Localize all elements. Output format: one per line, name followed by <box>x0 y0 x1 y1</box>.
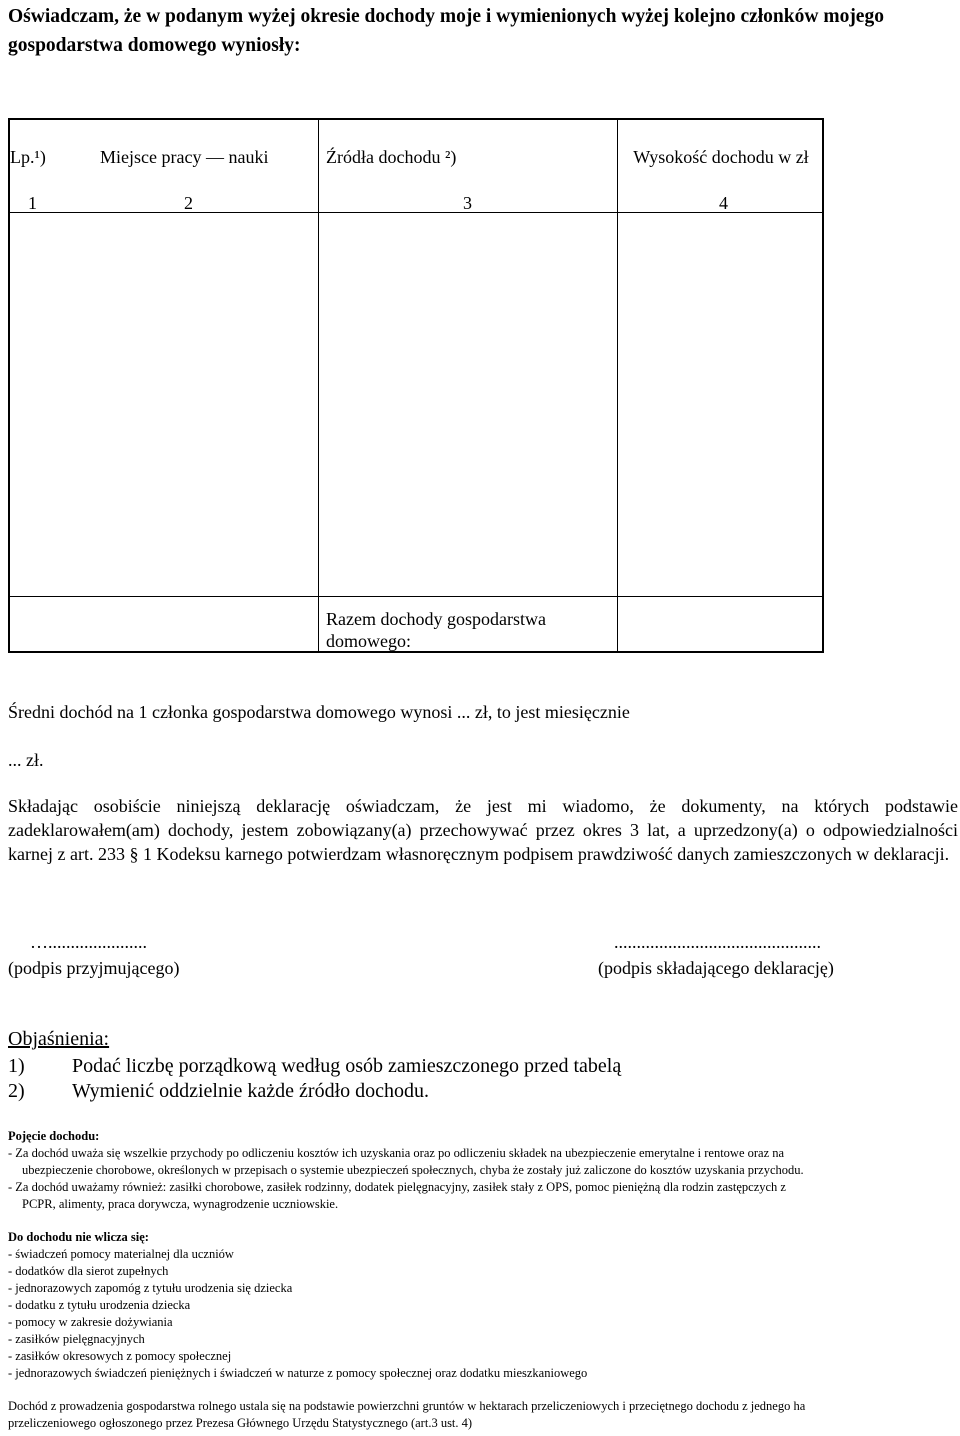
explanation-item <box>8 1054 948 1079</box>
column-number: 1 <box>28 193 37 213</box>
total-label: Razem dochody gospodarstwa domowego: <box>326 609 546 651</box>
farm-income-text: Dochód z prowadzenia gospodarstwa rolnego ustala się na podstawie powierzchni gruntów w hektarach przeliczeniowych i przeciętnego dochodu z jednego ha <box>8 1399 806 1413</box>
excluded-income-section <box>8 1229 953 1382</box>
column-number: 3 <box>463 193 472 213</box>
income-table <box>8 118 824 653</box>
signature-line-receiver: …...................... <box>30 932 147 952</box>
income-concept-text: PCPR, alimenty, praca dorywcza, wynagrodzenie uczniowskie. <box>22 1197 339 1211</box>
header-income-amount: Wysokość dochodu w zł <box>633 147 809 167</box>
signature-label-declarant: (podpis składającego deklarację) <box>598 958 834 978</box>
row-divider <box>10 596 822 597</box>
excluded-item: - dodatków dla sierot zupełnych <box>8 1264 169 1278</box>
income-concept-section <box>8 1128 953 1213</box>
income-entries-area[interactable] <box>10 213 822 595</box>
declaration-paragraph: Składając osobiście niniejszą deklarację oświadczam, że jest mi wiadomo, że dokumenty, na których podstawie zadeklarowałem(am) dochody, jestem zobowiązany(a) przechowywać przez okres 3 lat, a uprzedzony(a) o odpowiedzialności karnej z art. 233 § 1 Kodeksu karnego potwierdzam własnoręcznym podpisem prawdziwość danych zamieszczonych w deklaracji. <box>8 796 958 864</box>
total-value-cell[interactable] <box>619 598 822 651</box>
explanation-text: Podać liczbę porządkową według osób zamieszczonego przed tabelą <box>72 1055 622 1077</box>
explanation-text: Wymienić oddzielnie każde źródło dochodu. <box>72 1080 430 1102</box>
average-income-line: Średni dochód na 1 członka gospodarstwa domowego wynosi ... zł, to jest miesięcznie <box>8 702 630 722</box>
column-number: 2 <box>184 193 193 213</box>
excluded-item: - dodatku z tytułu urodzenia dziecka <box>8 1298 191 1312</box>
income-concept-text: ubezpieczenie chorobowe, określonych w przepisach o systemie ubezpieczeń społecznych, chyba że zostały już zaliczone do kosztów uzyskania przychodu. <box>22 1163 804 1177</box>
excluded-item: - jednorazowych zapomóg z tytułu urodzenia się dziecka <box>8 1281 293 1295</box>
excluded-item: - zasiłków pielęgnacyjnych <box>8 1332 145 1346</box>
declaration-heading: Oświadczam, że w podanym wyżej okresie dochody moje i wymienionych wyżej kolejno członków mojego gospodarstwa domowego wyniosły: <box>8 6 884 56</box>
signature-line-declarant: .............................................. <box>614 932 821 952</box>
excluded-title: Do dochodu nie wlicza się: <box>8 1230 149 1244</box>
income-concept-text: - Za dochód uważa się wszelkie przychody po odliczeniu kosztów ich uzyskania oraz po odliczeniu składek na ubezpieczenie emerytalne i rentowe oraz na <box>8 1146 785 1160</box>
column-number: 4 <box>719 193 728 213</box>
farm-income-note <box>8 1398 953 1432</box>
farm-income-text: przeliczeniowego ogłoszonego przez Prezesa Głównego Urzędu Statystycznego (art.3 ust. 4) <box>8 1416 473 1430</box>
explanation-number: 1) <box>8 1055 25 1077</box>
header-lp: Lp.¹) <box>10 147 46 167</box>
excluded-item: - zasiłków okresowych z pomocy społecznej <box>8 1349 232 1363</box>
excluded-item: - pomocy w zakresie dożywiania <box>8 1315 173 1329</box>
header-income-source: Źródła dochodu ²) <box>326 147 457 167</box>
excluded-item: - świadczeń pomocy materialnej dla uczniów <box>8 1247 234 1261</box>
explanation-item <box>8 1079 948 1104</box>
income-concept-title: Pojęcie dochodu: <box>8 1129 100 1143</box>
average-income-monthly: ... zł. <box>8 750 44 770</box>
explanations-title: Objaśnienia: <box>8 1028 110 1050</box>
signature-label-receiver: (podpis przyjmującego) <box>8 958 180 978</box>
excluded-item: - jednorazowych świadczeń pieniężnych i świadczeń w naturze z pomocy społecznej oraz dodatku mieszkaniowego <box>8 1366 588 1380</box>
income-concept-text: - Za dochód uważamy również: zasiłki chorobowe, zasiłek rodzinny, dodatek pielęgnacyjny, zasiłek stały z OPS, pomoc pieniężną dla rodzin zastępczych z <box>8 1180 786 1194</box>
header-workplace: Miejsce pracy — nauki <box>100 147 269 167</box>
explanation-number: 2) <box>8 1080 25 1102</box>
